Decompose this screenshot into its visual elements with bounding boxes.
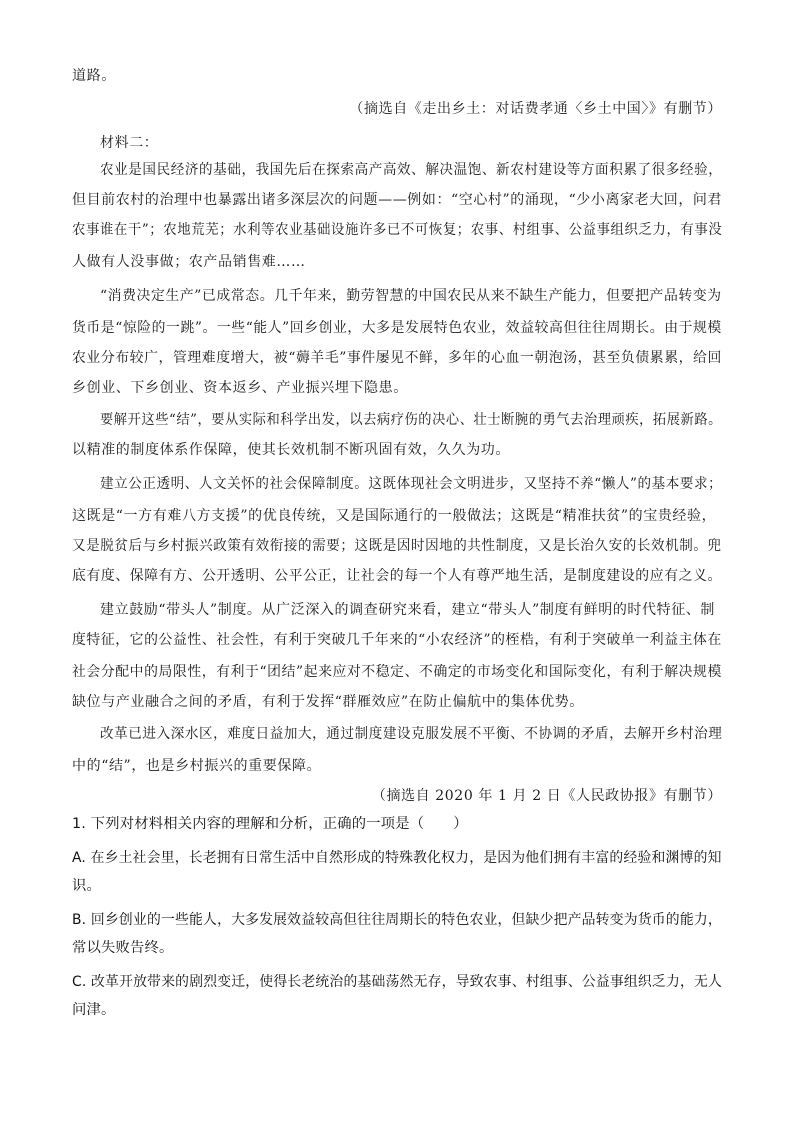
- p3-line-2: 以精准的制度体系作保障，使其长效机制不断巩固有效，久久为功。: [72, 442, 510, 458]
- option-a-line-1: A. 在乡土社会里，长老拥有日常生活中自然形成的特殊教化权力，是因为他们拥有丰富的经验和渊博的知: [72, 850, 722, 866]
- p6-line-2: 中的“结”，也是乡村振兴的重要保障。: [72, 758, 322, 774]
- option-c-line-2: 问津。: [72, 1002, 116, 1018]
- option-a-line-2: 识。: [72, 878, 101, 894]
- p1-line-4: 人做有人没事做；农产品销售难……: [72, 254, 306, 270]
- p3-line-1: 要解开这些“结”，要从实际和科学出发，以去病疗伤的决心、壮士断腕的勇气去治理顽疾，拓展新路。: [100, 412, 722, 428]
- option-b-line-1: B. 回乡创业的一些能人，大多发展效益较高但往往周期长的特色农业，但缺少把产品转变为货币的能力，: [72, 912, 722, 928]
- option-b-line-2: 常以失败告终。: [72, 940, 174, 956]
- p4-line-3: 又是脱贫后与乡村振兴政策有效衔接的需要；这既是因时因地的共性制度，又是长治久安的长效机制。兜: [72, 538, 722, 554]
- p2-line-1: “消费决定生产”已成常态。几千年来，勤劳智慧的中国农民从来不缺生产能力，但要把产品转变为: [100, 288, 722, 304]
- p2-line-2: 货币是“惊险的一跳”。一些“能人”回乡创业，大多是发展特色农业，效益较高但往往周期长。由于规模: [72, 320, 722, 336]
- material1-last-line: 道路。: [72, 68, 116, 84]
- p5-line-4: 缺位与产业融合之间的矛盾，有利于发挥“群雁效应”在防止偏航中的集体优势。: [72, 694, 584, 710]
- p4-line-2: 这既是“一方有难八方支援”的优良传统，又是国际通行的一般做法；这既是“精准扶贫”的宝贵经验，: [72, 508, 717, 524]
- p5-line-3: 社会分配中的局限性，有利于“团结”起来应对不稳定、不确定的市场变化和国际变化，有利于解决规模: [72, 664, 722, 680]
- material2-heading: 材料二：: [100, 135, 159, 151]
- p1-line-2: 但目前农村的治理中也暴露出诸多深层次的问题——例如：“空心村”的涌现，“少小离家老大回，问君: [72, 192, 723, 208]
- question-stem: 1. 下列对材料相关内容的理解和分析，正确的一项是（ ）: [72, 816, 468, 832]
- p4-line-1: 建立公正透明、人文关怀的社会保障制度。这既体现社会文明进步，又坚持不养“懒人”的基本要求；: [100, 476, 723, 492]
- p1-line-3: 农事谁在干”；农地荒芜；水利等农业基础设施许多已不可恢复；农事、村组事、公益事组织乏力，有事没: [72, 222, 723, 238]
- p5-line-2: 度特征，它的公益性、社会性，有利于突破几千年来的“小农经济”的桎梏，有利于突破单一利益主体在: [72, 632, 722, 648]
- p4-line-4: 底有度、保障有方、公开透明、公平公正，让社会的每一个人有尊严地生活，是制度建设的应有之义。: [72, 568, 722, 584]
- option-c-line-1: C. 改革开放带来的剧烈变迁，使得长老统治的基础荡然无存，导致农事、村组事、公益事组织乏力，无人: [72, 974, 723, 990]
- p2-line-3: 农业分布较广，管理难度增大，被“薅羊毛”事件屡见不鲜，多年的心血一朝泡汤，甚至负债累累，给回: [72, 350, 722, 366]
- material1-source: （摘选自《走出乡土：对话费孝通〈乡土中国〉》有删节）: [349, 101, 722, 117]
- p5-line-1: 建立鼓励“带头人”制度。从广泛深入的调查研究来看，建立“带头人”制度有鲜明的时代特征、制: [100, 602, 716, 618]
- p1-line-1: 农业是国民经济的基础，我国先后在探索高产高效、解决温饱、新农村建设等方面积累了很多经验，: [100, 162, 723, 178]
- p6-line-1: 改革已进入深水区，难度日益加大，通过制度建设克服发展不平衡、不协调的矛盾，去解开乡村治理: [100, 726, 723, 742]
- p2-line-4: 乡创业、下乡创业、资本返乡、产业振兴埋下隐患。: [72, 380, 408, 396]
- material2-source: （摘选自 2020 年 1 月 2 日《人民政协报》有删节）: [371, 788, 722, 804]
